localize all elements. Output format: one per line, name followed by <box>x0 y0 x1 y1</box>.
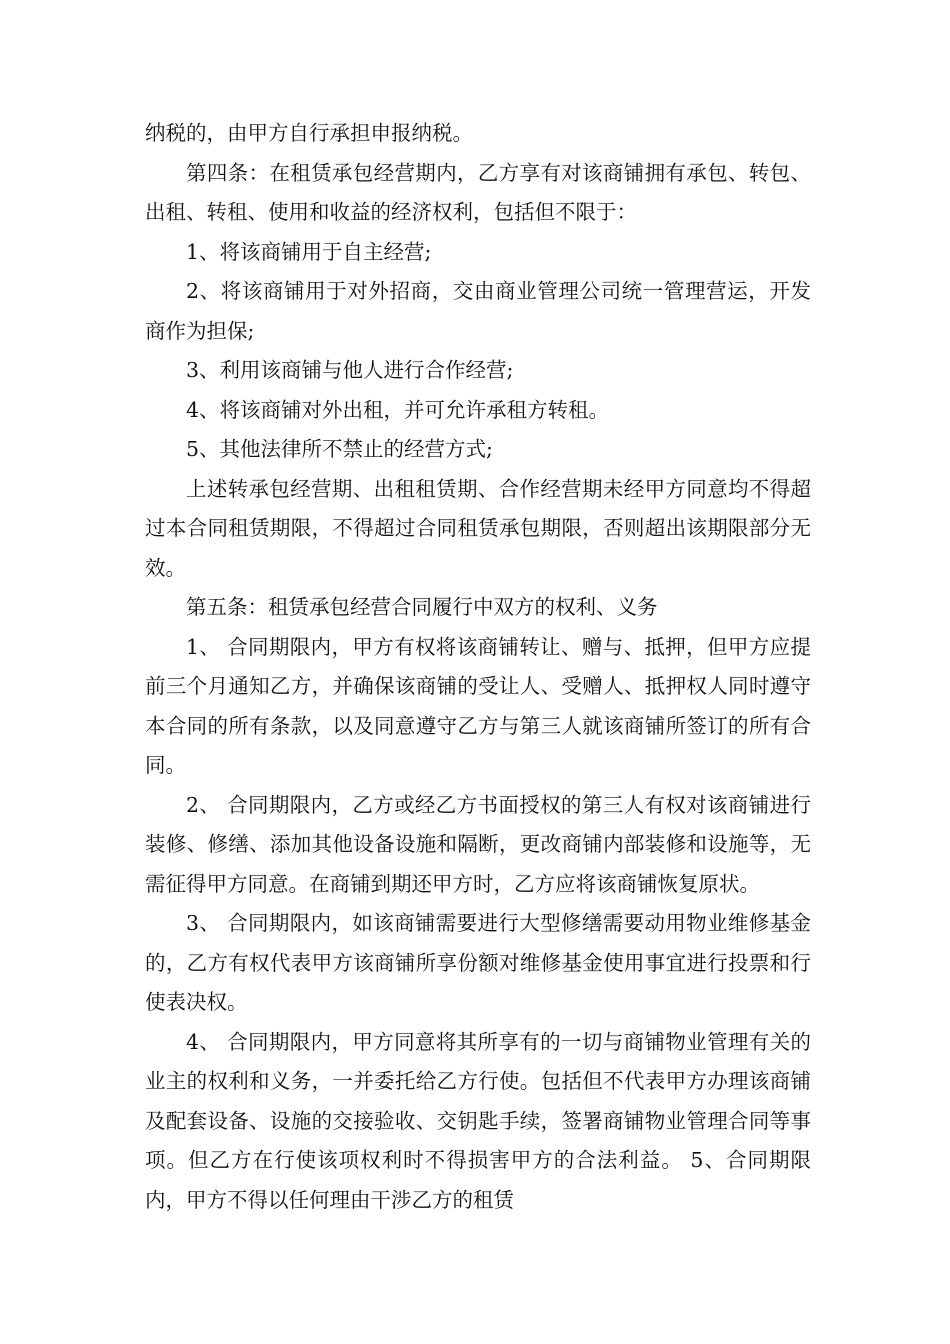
paragraph-article-5-item-4: 4、 合同期限内，甲方同意将其所享有的一切与商铺物业管理有关的业主的权利和义务，一并委托给乙方行使。包括但不代表甲方办理该商铺及配套设备、设施的交接验收、交钥匙手续，签署商铺物业管理合同等事项。但乙方在行使该项权利时不得损害甲方的合法利益。 5、合同期限内，甲方不得以任何理由干涉乙方的租赁 <box>145 1029 811 1212</box>
paragraph-article-4-item-1: 1、将该商铺用于自主经营; <box>186 239 432 264</box>
paragraph-tax-continuation: 纳税的，由甲方自行承担申报纳税。 <box>145 121 473 145</box>
paragraph-article-4-item-2: 2、将该商铺用于对外招商，交由商业管理公司统一管理营运，开发商作为担保; <box>145 279 811 343</box>
paragraph-article-4-item-5: 5、其他法律所不禁止的经营方式; <box>186 437 493 461</box>
paragraph-article-5-item-2: 2、 合同期限内，乙方或经乙方书面授权的第三人有权对该商铺进行装修、修缮、添加其他设备设施和隔断，更改商铺内部装修和设施等，无需征得甲方同意。在商铺到期还甲方时，乙方应将该商铺恢复原状。 <box>145 792 811 896</box>
paragraph-article-5-item-3: 3、 合同期限内，如该商铺需要进行大型修缮需要动用物业维修基金的，乙方有权代表甲方该商铺所享份额对维修基金使用事宜进行投票和行使表决权。 <box>145 911 811 1014</box>
paragraph-article-5: 第五条：租赁承包经营合同履行中双方的权利、义务 <box>186 595 658 619</box>
paragraph-article-4: 第四条：在租赁承包经营期内，乙方享有对该商铺拥有承包、转包、出租、转租、使用和收益的经济权利，包括但不限于： <box>145 160 811 224</box>
paragraph-article-4-item-4: 4、将该商铺对外出租，并可允许承租方转租。 <box>186 397 610 422</box>
document-body <box>145 114 811 1220</box>
paragraph-article-5-item-1: 1、 合同期限内，甲方有权将该商铺转让、赠与、抵押，但甲方应提前三个月通知乙方，并确保该商铺的受让人、受赠人、抵押权人同时遵守本合同的所有条款，以及同意遵守乙方与第三人就该商铺所签订的所有合同。 <box>145 634 811 777</box>
paragraph-article-4-limit: 上述转承包经营期、出租租赁期、合作经营期未经甲方同意均不得超过本合同租赁期限，不得超过合同租赁承包期限，否则超出该期限部分无效。 <box>145 476 811 580</box>
paragraph-article-4-item-3: 3、利用该商铺与他人进行合作经营; <box>186 358 514 382</box>
